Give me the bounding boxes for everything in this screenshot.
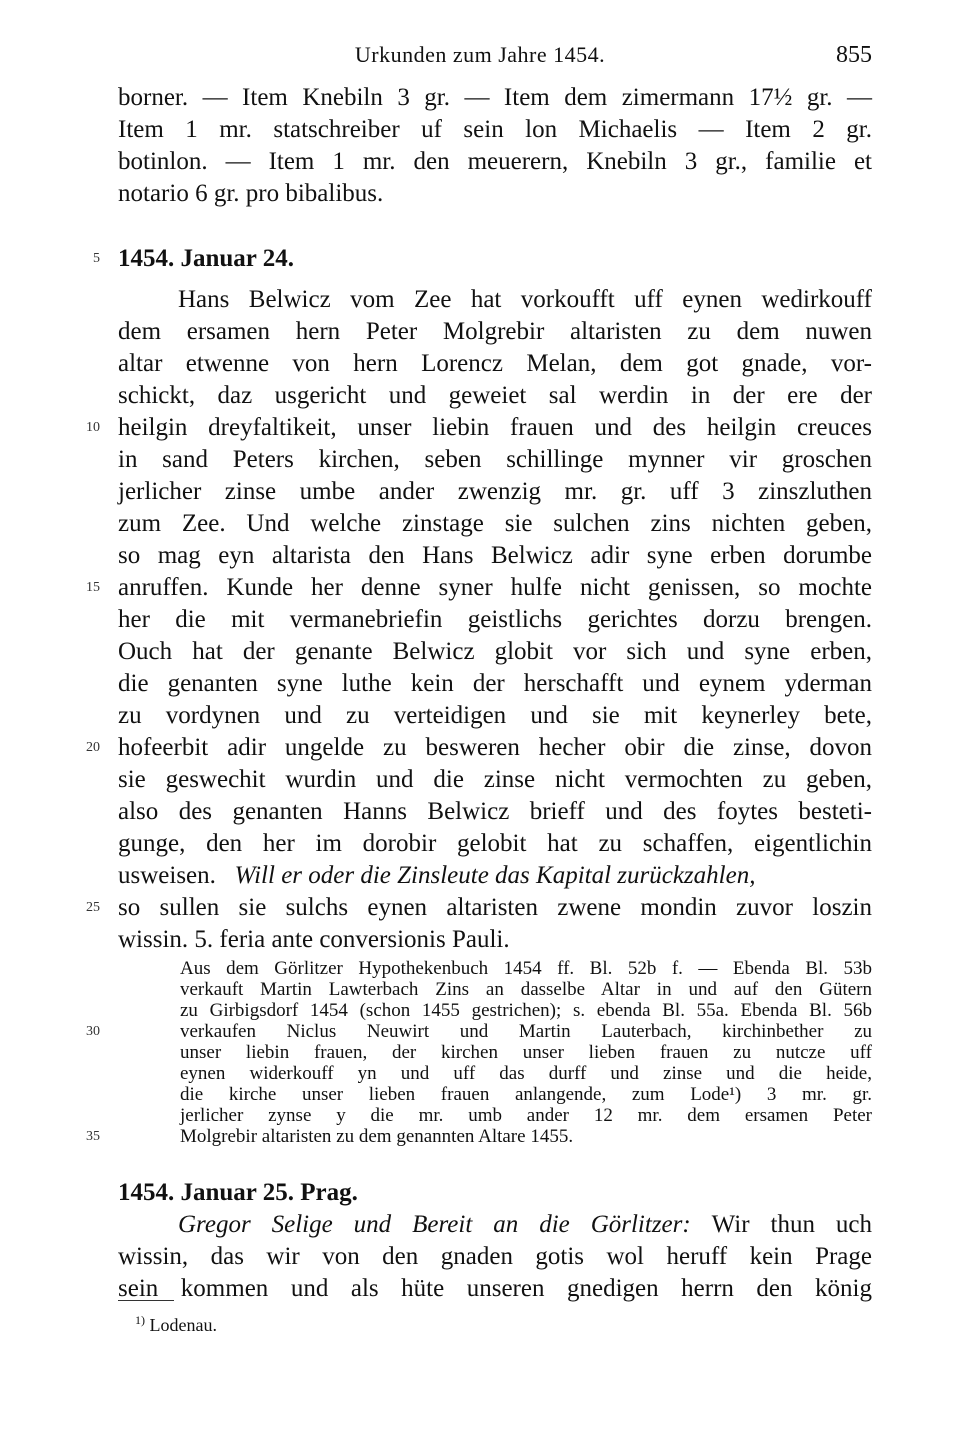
note-line: zu Girbigsdorf 1454 (schon 1455 gestrichen); s. ebenda Bl. 55a. Ebenda Bl. 56b (180, 1000, 872, 1021)
footnote-mark: 1) (135, 1313, 145, 1327)
text-line: heilgin dreyfaltikeit, unser liebin frauen und des heilgin creuces (118, 414, 872, 441)
text-line: botinlon. — Item 1 mr. den meuerern, Knebiln 3 gr., familie et (118, 148, 872, 175)
footnote-rule (118, 1300, 174, 1301)
text-line: hofeerbit adir ungelde zu besweren hecher obir die zinse, dovon (118, 734, 872, 761)
note-line: die kirche unser lieben frauen anlangende, zum Lode¹) 3 mr. gr. (180, 1084, 872, 1105)
text-line: wissin. 5. feria ante conversionis Pauli. (118, 926, 510, 953)
text-line: so mag eyn altarista den Hans Belwicz adir syne erben dorumbe (118, 542, 872, 569)
text-line: also des genanten Hanns Belwicz brieff und des foytes besteti- (118, 798, 872, 825)
footnote (135, 1308, 217, 1337)
text-line: zu vordynen und zu verteidigen und sie mit keynerley bete, (118, 702, 872, 729)
editorial-italic-note: Will er oder die Zinsleute das Kapital zurückzahlen, (234, 862, 756, 889)
text-line: notario 6 gr. pro bibalibus. (118, 180, 384, 207)
text-span: usweisen. (118, 862, 216, 889)
note-line: unser liebin frauen, der kirchen unser lieben frauen zu nutcze uff (180, 1042, 872, 1063)
text-line: zum Zee. Und welche zinstage sie sulchen zins nichten geben, (118, 510, 872, 537)
note-line: verkauft Martin Lawterbach Zins an dasselbe Altar in und auf den Gütern (180, 979, 872, 1000)
text-line: in sand Peters kirchen, seben schillinge mynner vir groschen (118, 446, 872, 473)
line-number: 15 (86, 580, 100, 595)
line-number: 5 (93, 251, 100, 266)
note-line: verkaufen Niclus Neuwirt und Martin Lauterbach, kirchinbether zu (180, 1021, 872, 1042)
text-line: gunge, den her im dorobir gelobit hat zu schaffen, eigentlichin (118, 830, 872, 857)
footnote-text: Lodenau. (149, 1315, 217, 1335)
text-line (118, 1210, 872, 1240)
note-line: Aus dem Görlitzer Hypothekenbuch 1454 ff. Bl. 52b f. — Ebenda Bl. 53b (180, 958, 872, 979)
line-number: 35 (86, 1129, 100, 1144)
text-line (118, 861, 872, 891)
line-number: 20 (86, 740, 100, 755)
page-number: 855 (836, 42, 872, 68)
text-line: sein kommen und als hüte unseren gnedigen herrn den könig (118, 1275, 872, 1302)
text-line: so sullen sie sulchs eynen altaristen zwene mondin zuvor loszin (118, 894, 872, 921)
text-line: Ouch hat der genante Belwicz globit vor sich und syne erben, (118, 638, 872, 665)
entry-date: 1454. Januar 24. (118, 245, 294, 272)
note-line: Molgrebir altaristen zu dem genannten Altare 1455. (180, 1126, 574, 1147)
line-number: 30 (86, 1024, 100, 1039)
line-number: 10 (86, 420, 100, 435)
text-span: Wir thun uch (711, 1211, 872, 1238)
text-line: anruffen. Kunde her denne syner hulfe nicht genissen, so mochte (118, 574, 872, 601)
text-line: schickt, daz usgericht und geweiet sal werdin in der ere der (118, 382, 872, 409)
entry-date: 1454. Januar 25. Prag. (118, 1179, 358, 1206)
text-line: Item 1 mr. statschreiber uf sein lon Michaelis — Item 2 gr. (118, 116, 872, 143)
text-line: die genanten syne luthe kein der herschafft und eynem yderman (118, 670, 872, 697)
note-line: jerlicher zynse y die mr. umb ander 12 mr. dem ersamen Peter (180, 1105, 872, 1126)
text-line: altar etwenne von hern Lorencz Melan, dem got gnade, vor- (118, 350, 872, 377)
note-line: eynen widerkouff yn und uff das durff und zinse und die heide, (180, 1063, 872, 1084)
line-number: 25 (86, 900, 100, 915)
editorial-italic-lead: Gregor Selige und Bereit an die Görlitzer: (178, 1211, 691, 1238)
text-line: sie geswechit wurdin und die zinse nicht vermochten zu geben, (118, 766, 872, 793)
text-line: her die mit vermanebriefin geistlichs gerichtes dorzu brengen. (118, 606, 872, 633)
text-line: jerlicher zinse umbe ander zwenzig mr. gr. uff 3 zinszluthen (118, 478, 872, 505)
text-line: Hans Belwicz vom Zee hat vorkoufft uff eynen wedirkouff (178, 286, 872, 313)
text-line: dem ersamen hern Peter Molgrebir altaristen zu dem nuwen (118, 318, 872, 345)
text-line: borner. — Item Knebiln 3 gr. — Item dem zimermann 17½ gr. — (118, 84, 872, 111)
text-line: wissin, das wir von den gnaden gotis wol heruff kein Prage (118, 1243, 872, 1270)
running-header-title: Urkunden zum Jahre 1454. (354, 42, 606, 67)
